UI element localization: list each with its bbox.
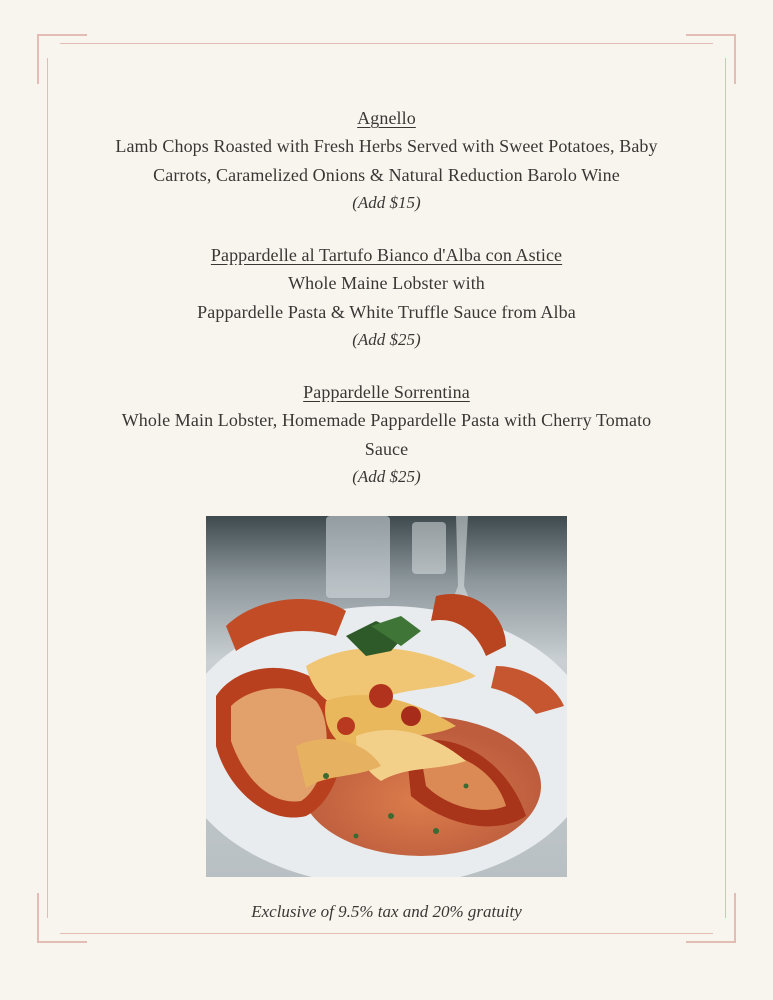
menu-item-price: (Add $25) — [352, 330, 421, 349]
description-line: Sauce — [364, 438, 409, 459]
frame-line — [60, 933, 713, 934]
menu-item-title: Pappardelle Sorrentina — [303, 382, 470, 402]
description-line: Carrots, Caramelized Onions & Natural Reduction Barolo Wine — [153, 164, 620, 185]
frame-line — [37, 34, 39, 84]
menu-item-description — [60, 406, 713, 463]
menu-item — [60, 104, 713, 217]
menu-item-price: (Add $15) — [352, 193, 421, 212]
description-line: Pappardelle Pasta & White Truffle Sauce from Alba — [197, 301, 576, 322]
menu-section — [60, 104, 713, 515]
dish-photo — [206, 516, 567, 877]
frame-line — [37, 941, 87, 943]
frame-line — [686, 941, 736, 943]
description-line: Lamb Chops Roasted with Fresh Herbs Served with Sweet Potatoes, Baby — [115, 136, 658, 156]
frame-line — [686, 34, 736, 36]
menu-item — [60, 378, 713, 491]
lobster-pasta-illustration — [206, 516, 567, 877]
tax-gratuity-note: Exclusive of 9.5% tax and 20% gratuity — [251, 902, 522, 921]
description-line: Whole Main Lobster, Homemade Pappardelle Pasta with Cherry Tomato — [121, 410, 652, 430]
menu-item-price: (Add $25) — [352, 467, 421, 486]
menu-item-description — [60, 269, 713, 326]
description-line: Whole Maine Lobster with — [288, 273, 485, 293]
menu-item-title: Agnello — [357, 108, 416, 128]
frame-line — [60, 43, 713, 44]
frame-line — [47, 58, 48, 918]
frame-line — [37, 34, 87, 36]
menu-item — [60, 241, 713, 354]
frame-line — [734, 34, 736, 84]
menu-item-title: Pappardelle al Tartufo Bianco d'Alba con Astice — [210, 245, 563, 265]
frame-line — [725, 58, 726, 918]
menu-item-description — [60, 132, 713, 189]
